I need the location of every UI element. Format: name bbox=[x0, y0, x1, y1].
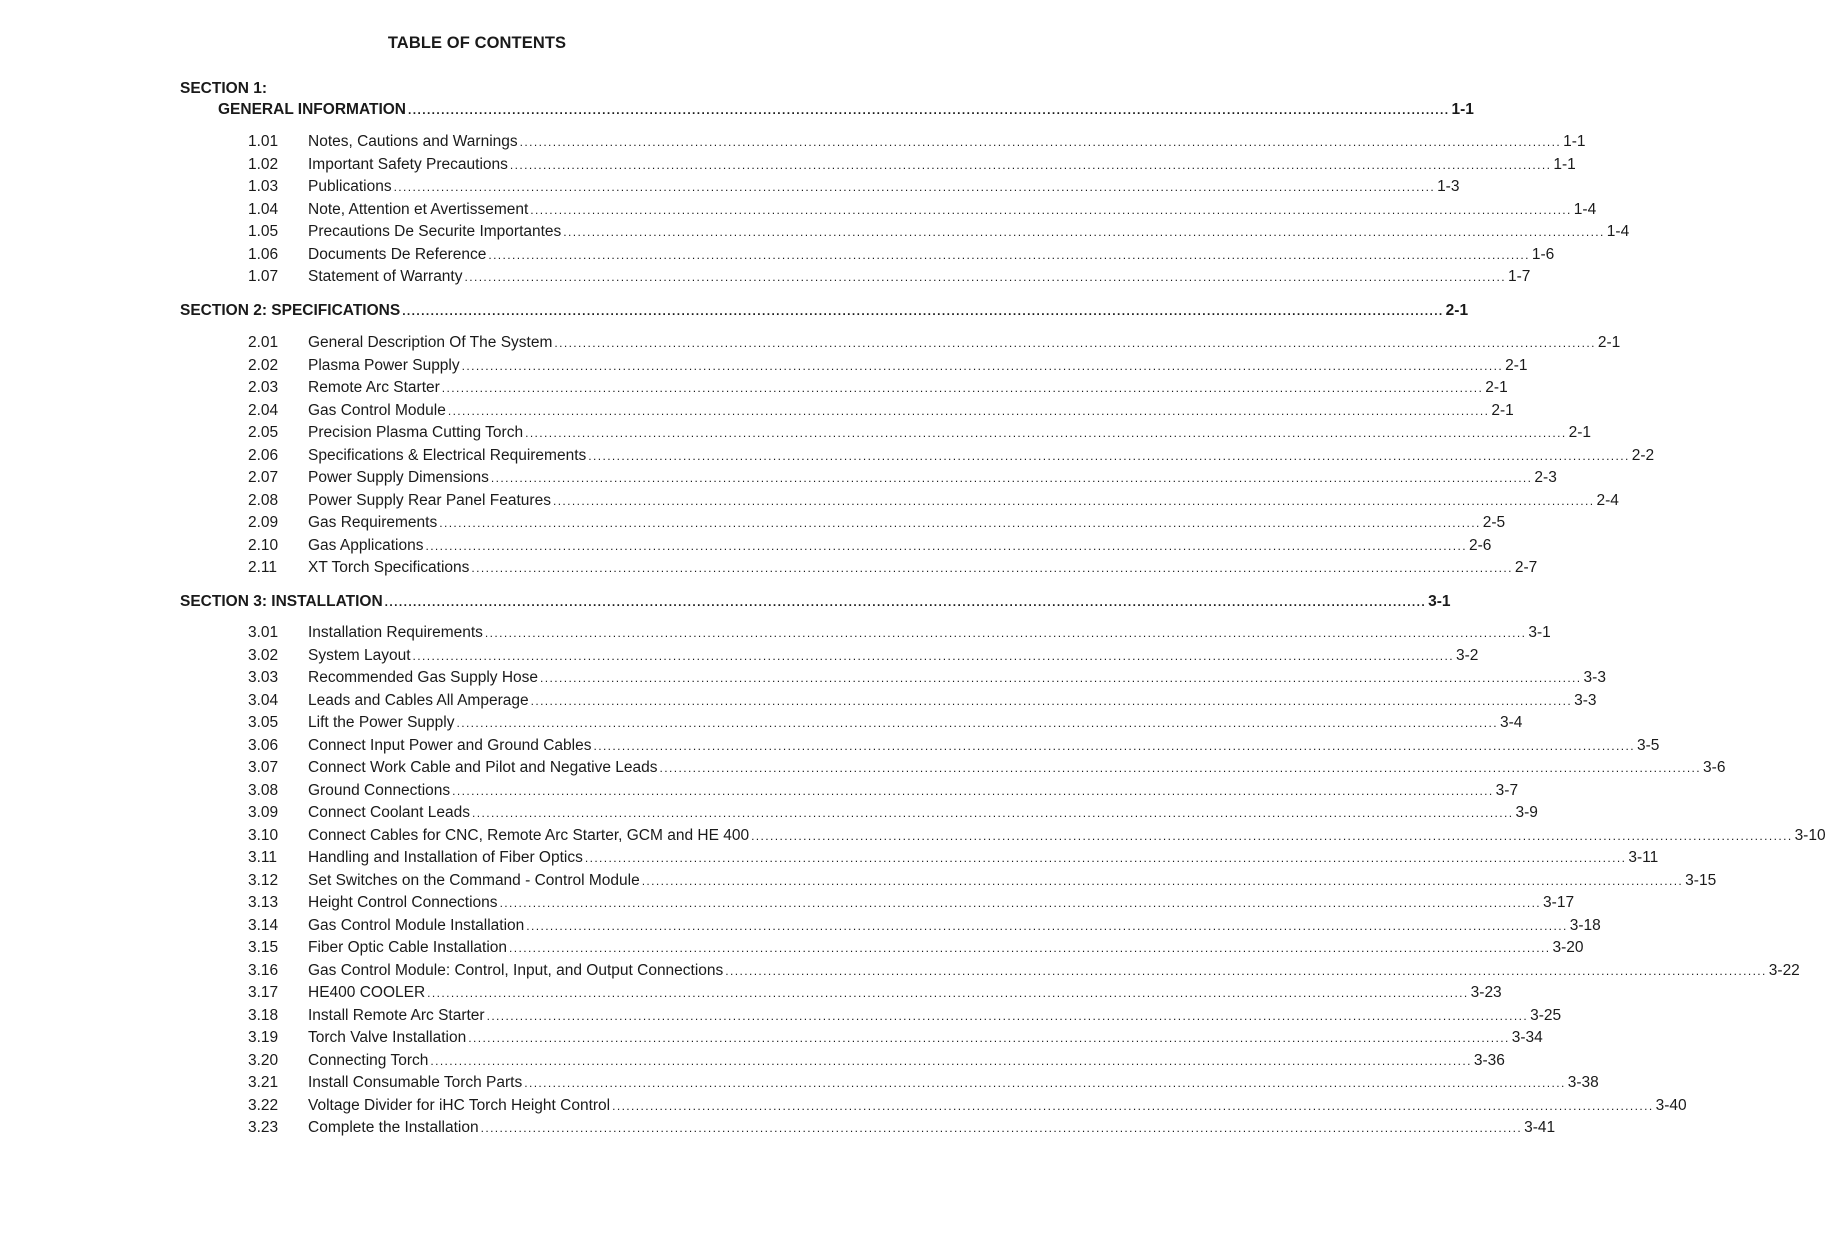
toc-entry[interactable] bbox=[0, 1119, 1556, 1139]
toc-entry-number: 2.09 bbox=[248, 514, 279, 531]
dot-leader: ............................................................................................................................................................................................................................ bbox=[412, 648, 1455, 663]
dot-leader: ............................................................................................................................................................................................................................ bbox=[519, 135, 1562, 149]
toc-entry-title: Remote Arc Starter bbox=[308, 379, 440, 396]
toc-entry[interactable] bbox=[0, 178, 1460, 198]
dot-leader: ............................................................................................................................................................................................................................ bbox=[659, 761, 1702, 775]
toc-entry-page: 3-10 bbox=[1794, 826, 1826, 844]
toc-entry-page: 1-1 bbox=[1563, 133, 1586, 150]
toc-entry[interactable] bbox=[0, 714, 1523, 734]
toc-entry[interactable] bbox=[0, 1096, 1687, 1117]
toc-entry-page: 3-15 bbox=[1685, 871, 1717, 889]
toc-entry-page: 3-9 bbox=[1515, 804, 1538, 821]
toc-entry[interactable] bbox=[0, 916, 1601, 937]
toc-entry[interactable] bbox=[0, 469, 1557, 489]
toc-entry-number: 1.07 bbox=[248, 268, 279, 285]
toc-entry-number: 3.08 bbox=[248, 781, 279, 799]
toc-entry[interactable] bbox=[0, 268, 1531, 288]
dot-leader: ............................................................................................................................................................................................................................ bbox=[563, 225, 1605, 239]
dot-leader: ............................................................................................................................................................................................................................ bbox=[725, 963, 1767, 978]
toc-entry-number: 2.03 bbox=[248, 379, 279, 396]
toc-entry-page: 3-36 bbox=[1473, 1051, 1505, 1069]
toc-entry-title: Precision Plasma Cutting Torch bbox=[308, 424, 524, 441]
toc-entry[interactable] bbox=[0, 849, 1659, 869]
toc-entry-number: 3.04 bbox=[248, 691, 279, 709]
toc-section-3-heading[interactable]: SECTION 3: INSTALLATION ............................................................................................................................................................................................................................ 3-1 bbox=[180, 593, 1451, 610]
dot-leader: ............................................................................................................................................................................................................................ bbox=[524, 1076, 1566, 1090]
toc-entry-page: 2-1 bbox=[1597, 334, 1621, 351]
toc-entry[interactable] bbox=[0, 669, 1606, 689]
toc-entry-title: Connect Coolant Leads bbox=[308, 804, 471, 821]
dot-leader: ............................................................................................................................................................................................................................ bbox=[456, 716, 1498, 730]
toc-entry-page: 2-1 bbox=[1568, 424, 1591, 441]
dot-leader: ............................................................................................................................................................................................................................ bbox=[641, 873, 1684, 888]
toc-entry-title: Ground Connections bbox=[308, 781, 451, 799]
section-1-label: SECTION 1: bbox=[180, 80, 267, 97]
toc-entry[interactable] bbox=[0, 691, 1597, 712]
toc-entry-number: 3.01 bbox=[248, 624, 279, 641]
toc-entry-number: 3.20 bbox=[248, 1051, 279, 1069]
toc-entry-title: Plasma Power Supply bbox=[308, 356, 460, 374]
toc-entry[interactable] bbox=[0, 200, 1597, 221]
dot-leader: ............................................................................................................................................................................................................................ bbox=[593, 738, 1635, 753]
dot-leader: ............................................................................................................................................................................................................................ bbox=[468, 1031, 1510, 1045]
toc-entry-title: Connect Work Cable and Pilot and Negative Leads bbox=[308, 759, 658, 776]
toc-entry-page: 2-5 bbox=[1482, 514, 1506, 531]
toc-entry-title: System Layout bbox=[308, 646, 411, 664]
toc-entry-page: 3-22 bbox=[1768, 961, 1800, 979]
toc-entry-page: 2-2 bbox=[1631, 446, 1655, 464]
toc-entry-page: 3-5 bbox=[1636, 736, 1660, 754]
toc-entry-page: 3-3 bbox=[1583, 669, 1606, 686]
toc-entry-number: 3.10 bbox=[248, 826, 279, 844]
toc-entry-page: 2-3 bbox=[1534, 469, 1557, 486]
toc-entry-title: Lift the Power Supply bbox=[308, 714, 455, 731]
dot-leader: ............................................................................................................................................................................................................................ bbox=[441, 381, 1484, 395]
toc-entry-number: 3.06 bbox=[248, 736, 279, 754]
toc-entry-number: 3.07 bbox=[248, 759, 279, 776]
toc-entry[interactable] bbox=[0, 736, 1660, 757]
toc-entry-title: Height Control Connections bbox=[308, 894, 498, 911]
toc-entry-title: Statement of Warranty bbox=[308, 268, 463, 285]
dot-leader: ............................................................................................................................................................................................................................ bbox=[393, 180, 1436, 194]
toc-entry-number: 3.03 bbox=[248, 669, 279, 686]
toc-entry-page: 3-3 bbox=[1574, 691, 1597, 709]
toc-entry[interactable] bbox=[0, 514, 1506, 534]
toc-entry-page: 3-23 bbox=[1470, 984, 1502, 1001]
toc-entry-title: Notes, Cautions and Warnings bbox=[308, 133, 518, 150]
toc-entry-number: 1.05 bbox=[248, 223, 279, 240]
toc-entry[interactable] bbox=[0, 939, 1584, 959]
toc-entry-number: 2.04 bbox=[248, 401, 279, 419]
toc-entry[interactable] bbox=[0, 804, 1538, 824]
toc-entry-page: 3-4 bbox=[1499, 714, 1523, 731]
dot-leader: ............................................................................................................................................................................................................................ bbox=[584, 851, 1627, 865]
toc-entry-title: Handling and Installation of Fiber Optics bbox=[308, 849, 583, 866]
toc-entry-title: Connecting Torch bbox=[308, 1051, 429, 1069]
dot-leader: ............................................................................................................................................................................................................................ bbox=[490, 471, 1533, 485]
toc-entry[interactable] bbox=[0, 826, 1826, 847]
toc-entry-page: 1-4 bbox=[1573, 200, 1597, 218]
toc-entry-page: 2-1 bbox=[1491, 401, 1514, 419]
dot-leader: ............................................................................................................................................................................................................................ bbox=[461, 358, 1504, 373]
toc-entry-title: Important Safety Precautions bbox=[308, 155, 508, 173]
dot-leader: ............................................................................................................................................................................................................................ bbox=[425, 538, 1467, 553]
toc-entry-title: XT Torch Specifications bbox=[308, 559, 470, 576]
dot-leader: ............................................................................................................................................................................................................................ bbox=[552, 493, 1595, 508]
toc-entry-page: 3-20 bbox=[1552, 939, 1584, 956]
toc-section-2-heading[interactable]: SECTION 2: SPECIFICATIONS ............................................................................................................................................................................................................................ 2-1 bbox=[180, 302, 1469, 319]
toc-entry-title: Leads and Cables All Amperage bbox=[308, 691, 529, 709]
toc-entry-number: 2.07 bbox=[248, 469, 279, 486]
toc-entry-number: 3.13 bbox=[248, 894, 279, 911]
dot-leader: ............................................................................................................................................................................................................................ bbox=[486, 1008, 1529, 1023]
toc-entry-number: 3.11 bbox=[248, 849, 278, 866]
toc-entry-page: 2-6 bbox=[1468, 536, 1492, 554]
toc-entry-title: Precautions De Securite Importantes bbox=[308, 223, 562, 240]
toc-entry[interactable] bbox=[0, 984, 1502, 1004]
toc-entry[interactable] bbox=[0, 1051, 1505, 1072]
toc-entry-title: Publications bbox=[308, 178, 392, 195]
toc-entry-number: 2.08 bbox=[248, 491, 279, 509]
toc-entry-title: Power Supply Rear Panel Features bbox=[308, 491, 551, 509]
dot-leader: ............................................................................................................................................................................................................................ bbox=[530, 202, 1572, 217]
toc-entry-title: Gas Control Module bbox=[308, 401, 446, 419]
toc-entry[interactable] bbox=[0, 401, 1514, 422]
toc-entry-number: 1.03 bbox=[248, 178, 279, 195]
toc-entry-page: 1-6 bbox=[1531, 245, 1555, 263]
toc-entry-page: 3-2 bbox=[1456, 646, 1479, 664]
toc-entry-page: 3-17 bbox=[1543, 894, 1575, 911]
dot-leader: ............................................................................................................................................................................................................................ bbox=[509, 941, 1551, 955]
toc-entry[interactable] bbox=[0, 781, 1519, 802]
toc-entry-title: Note, Attention et Avertissement bbox=[308, 200, 529, 218]
toc-entry-page: 1-7 bbox=[1507, 268, 1531, 285]
toc-entry-title: Connect Input Power and Ground Cables bbox=[308, 736, 592, 754]
dot-leader: ............................................................................................................................................................................................................................ bbox=[484, 626, 1527, 640]
toc-entry[interactable] bbox=[0, 334, 1621, 354]
toc-entry[interactable] bbox=[0, 871, 1717, 892]
toc-entry-title: Gas Applications bbox=[308, 536, 424, 554]
dot-leader: ............................................................................................................................................................................................................................ bbox=[525, 426, 1567, 440]
dot-leader: ............................................................................................................................................................................................................................ bbox=[499, 896, 1542, 910]
toc-entry-page: 3-34 bbox=[1511, 1029, 1543, 1046]
toc-entry-page: 2-1 bbox=[1505, 356, 1528, 374]
toc-entry-number: 3.19 bbox=[248, 1029, 279, 1046]
toc-entry[interactable] bbox=[0, 356, 1528, 377]
dot-leader: ............................................................................................................................................................................................................................ bbox=[480, 1121, 1523, 1135]
toc-entry-number: 2.01 bbox=[248, 334, 279, 351]
toc-entry-number: 3.23 bbox=[248, 1119, 279, 1136]
toc-entry-page: 3-41 bbox=[1524, 1119, 1556, 1136]
toc-entry[interactable] bbox=[0, 1006, 1562, 1027]
toc-entry[interactable] bbox=[0, 559, 1538, 579]
toc-entry[interactable] bbox=[0, 446, 1655, 467]
toc-entry[interactable] bbox=[0, 424, 1591, 444]
dot-leader: ............................................................................................................................................................................................................................ bbox=[464, 270, 1506, 284]
toc-entry-number: 3.22 bbox=[248, 1096, 279, 1114]
toc-entry-title: Fiber Optic Cable Installation bbox=[308, 939, 508, 956]
toc-entry-page: 3-18 bbox=[1569, 916, 1601, 934]
dot-leader: ............................................................................................................................................................................................................................ bbox=[612, 1098, 1654, 1113]
toc-entry-number: 3.05 bbox=[248, 714, 279, 731]
toc-entry-number: 2.05 bbox=[248, 424, 279, 441]
dot-leader: ............................................................................................................................................................................................................................ bbox=[452, 783, 1494, 798]
dot-leader: ............................................................................................................................................................................................................................ bbox=[530, 693, 1573, 708]
toc-entry[interactable] bbox=[0, 155, 1576, 176]
toc-entry[interactable] bbox=[0, 759, 1726, 779]
toc-entry-page: 3-6 bbox=[1703, 759, 1726, 776]
toc-entry[interactable] bbox=[0, 1074, 1599, 1094]
page-title: TABLE OF CONTENTS bbox=[387, 34, 567, 52]
toc-entry-number: 3.16 bbox=[248, 961, 279, 979]
toc-entry-page: 2-1 bbox=[1485, 379, 1508, 396]
toc-entry-number: 3.21 bbox=[248, 1074, 279, 1091]
toc-entry[interactable] bbox=[0, 961, 1800, 982]
toc-entry[interactable] bbox=[0, 223, 1630, 243]
toc-entry-number: 3.17 bbox=[248, 984, 279, 1001]
toc-entry-number: 3.09 bbox=[248, 804, 279, 821]
toc-entry-title: Connect Cables for CNC, Remote Arc Starter, GCM and HE 400 bbox=[308, 826, 750, 844]
toc-entry[interactable] bbox=[0, 1029, 1543, 1049]
dot-leader: ............................................................................................................................................................................................................................ bbox=[384, 595, 1427, 609]
toc-entry-title: Gas Control Module: Control, Input, and Output Connections bbox=[308, 961, 724, 979]
toc-entry[interactable] bbox=[0, 133, 1586, 153]
toc-entry-number: 1.02 bbox=[248, 155, 279, 173]
toc-entry[interactable] bbox=[0, 491, 1619, 512]
toc-section-1-heading[interactable]: GENERAL INFORMATION ............................................................................................................................................................................................................................ 1-1 bbox=[218, 101, 1474, 118]
toc-entry-page: 3-1 bbox=[1528, 624, 1551, 641]
toc-entry-title: Specifications & Electrical Requirements bbox=[308, 446, 587, 464]
toc-entry-title: Power Supply Dimensions bbox=[308, 469, 489, 486]
toc-entry-title: HE400 COOLER bbox=[308, 984, 426, 1001]
dot-leader: ............................................................................................................................................................................................................................ bbox=[430, 1053, 1472, 1068]
toc-entry[interactable] bbox=[0, 245, 1555, 266]
toc-entry-page: 3-11 bbox=[1628, 849, 1659, 866]
toc-entry[interactable] bbox=[0, 894, 1575, 914]
toc-entry-title: Gas Control Module Installation bbox=[308, 916, 525, 934]
toc-entry-title: Installation Requirements bbox=[308, 624, 483, 641]
toc-entry-title: Install Remote Arc Starter bbox=[308, 1006, 485, 1024]
toc-entry-number: 1.01 bbox=[248, 133, 279, 150]
dot-leader: ............................................................................................................................................................................................................................ bbox=[408, 103, 1450, 117]
dot-leader: ............................................................................................................................................................................................................................ bbox=[554, 336, 1596, 350]
toc-entry-title: Documents De Reference bbox=[308, 245, 487, 263]
toc-entry-page: 3-38 bbox=[1567, 1074, 1599, 1091]
toc-entry-title: Recommended Gas Supply Hose bbox=[308, 669, 539, 686]
toc-entry-page: 1-1 bbox=[1553, 155, 1576, 173]
toc-entry-number: 2.02 bbox=[248, 356, 279, 374]
toc-entry[interactable] bbox=[0, 646, 1479, 667]
dot-leader: ............................................................................................................................................................................................................................ bbox=[526, 918, 1568, 933]
toc-entry[interactable] bbox=[0, 379, 1508, 399]
toc-entry-number: 3.12 bbox=[248, 871, 279, 889]
dot-leader: ............................................................................................................................................................................................................................ bbox=[488, 247, 1530, 262]
toc-entry-title: Set Switches on the Command - Control Module bbox=[308, 871, 640, 889]
toc-entry-number: 3.14 bbox=[248, 916, 279, 934]
toc-entry-title: General Description Of The System bbox=[308, 334, 553, 351]
toc-entry-title: Voltage Divider for iHC Torch Height Control bbox=[308, 1096, 611, 1114]
dot-leader: ............................................................................................................................................................................................................................ bbox=[447, 403, 1490, 418]
toc-entry-number: 2.06 bbox=[248, 446, 279, 464]
toc-entry-title: Torch Valve Installation bbox=[308, 1029, 467, 1046]
toc-entry-number: 3.15 bbox=[248, 939, 279, 956]
dot-leader: ............................................................................................................................................................................................................................ bbox=[588, 448, 1630, 463]
toc-entry[interactable] bbox=[0, 624, 1551, 644]
toc-entry-page: 1-3 bbox=[1437, 178, 1460, 195]
toc-entry[interactable] bbox=[0, 536, 1492, 557]
dot-leader: ............................................................................................................................................................................................................................ bbox=[472, 806, 1514, 820]
toc-entry-page: 3-7 bbox=[1495, 781, 1519, 799]
toc-entry-page: 3-40 bbox=[1655, 1096, 1687, 1114]
toc-entry-title: Gas Requirements bbox=[308, 514, 438, 531]
dot-leader: ............................................................................................................................................................................................................................ bbox=[540, 671, 1582, 685]
toc-entry-number: 3.18 bbox=[248, 1006, 279, 1024]
toc-entry-number: 2.11 bbox=[248, 559, 278, 576]
toc-entry-title: Complete the Installation bbox=[308, 1119, 479, 1136]
toc-entry-title: Install Consumable Torch Parts bbox=[308, 1074, 523, 1091]
toc-entry-page: 2-7 bbox=[1514, 559, 1538, 576]
dot-leader: ............................................................................................................................................................................................................................ bbox=[509, 157, 1552, 172]
toc-entry-number: 3.02 bbox=[248, 646, 279, 664]
toc-entry-number: 2.10 bbox=[248, 536, 279, 554]
dot-leader: ............................................................................................................................................................................................................................ bbox=[439, 516, 1481, 530]
toc-entry-number: 1.04 bbox=[248, 200, 279, 218]
toc-entry-page: 2-4 bbox=[1596, 491, 1619, 509]
dot-leader: ............................................................................................................................................................................................................................ bbox=[402, 304, 1444, 318]
toc-entry-page: 1-4 bbox=[1606, 223, 1630, 240]
toc-entry-page: 3-25 bbox=[1530, 1006, 1562, 1024]
dot-leader: ............................................................................................................................................................................................................................ bbox=[427, 986, 1469, 1000]
dot-leader: ............................................................................................................................................................................................................................ bbox=[751, 828, 1793, 843]
toc-entry-number: 1.06 bbox=[248, 245, 279, 263]
dot-leader: ............................................................................................................................................................................................................................ bbox=[471, 561, 1513, 575]
